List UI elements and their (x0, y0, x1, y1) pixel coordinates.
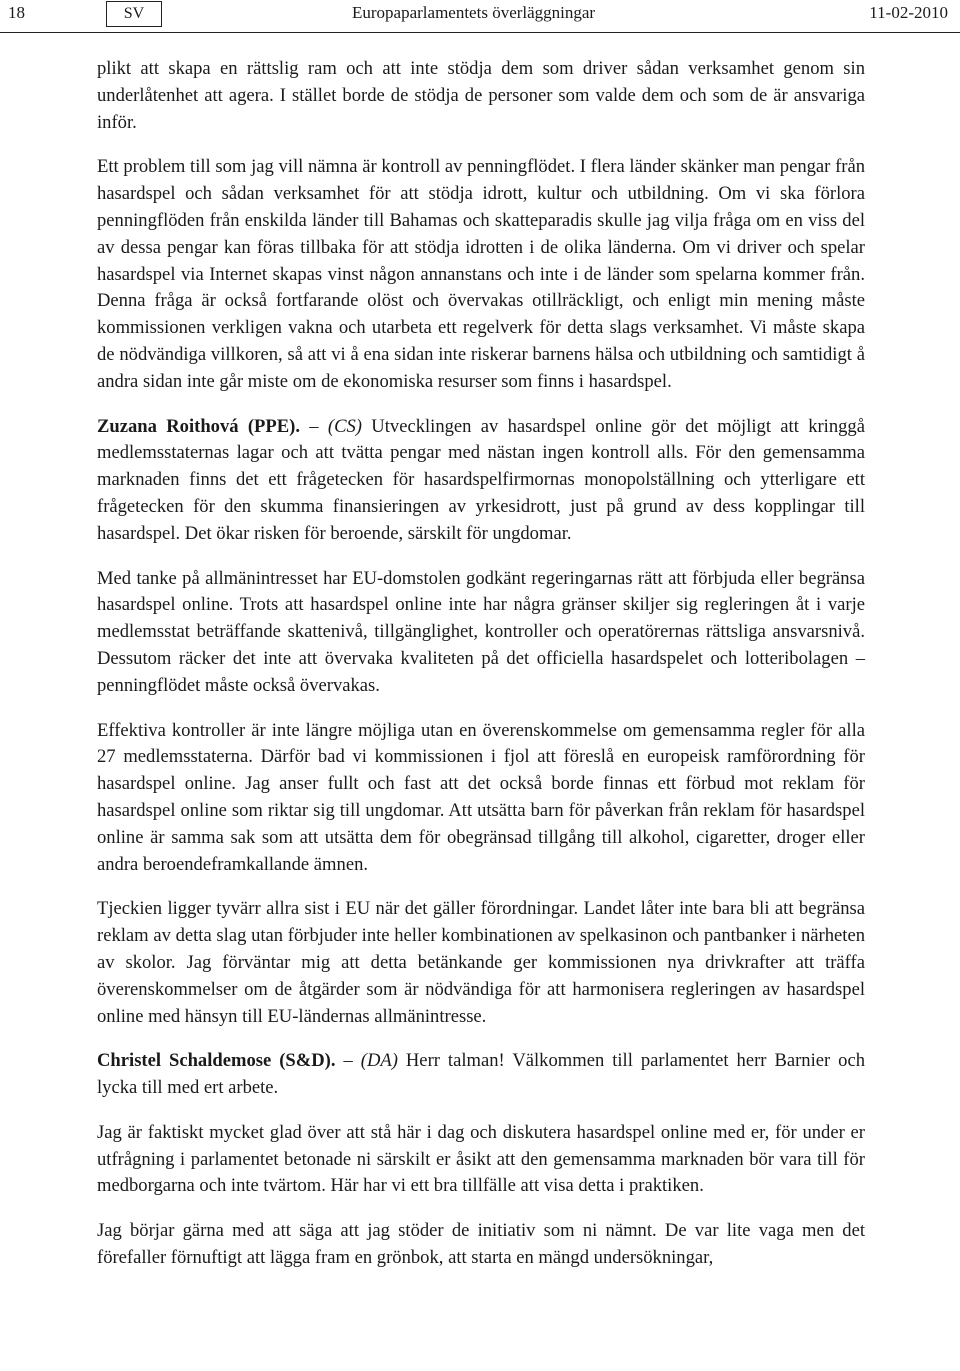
page-header (0, 0, 960, 33)
paragraph: Med tanke på allmänintresset har EU-domstolen godkänt regeringarnas rätt att förbjuda eller begränsa hasardspel online. Trots att hasardspel online inte har några gränser skiljer sig regleringen åt i varje medlemsstat beträffande skattenivå, tillgänglighet, kontroller och operatörernas rättsliga ansvarsnivå. Dessutom räcker det inte att övervaka kvaliteten på det officiella hasardspelet och lotteribolagen – penningflödet måste också övervakas. (97, 567, 865, 696)
page-number: 18 (8, 3, 25, 22)
session-date: 11-02-2010 (869, 3, 948, 22)
debate-text (97, 56, 865, 1290)
speaker-language: (DA) (360, 1050, 398, 1072)
speaker-paragraph (97, 414, 865, 548)
paragraph: Effektiva kontroller är inte längre möjliga utan en överenskommelse om gemensamma regler för alla 27 medlemsstaterna. Därför bad vi kommissionen i fjol att föreslå en europeisk ramförordning för hasardspel online. Jag anser fullt och fast att det också borde finnas ett förbud mot reklam för hasardspel online som riktar sig till ungdomar. Att utsätta barn för påverkan från reklam för hasardspel online är samma sak som att utsätta dem för obegränsad tillgång till alkohol, cigaretter, droger eller andra beroendeframkallande ämnen. (97, 719, 865, 875)
speaker-paragraph (97, 1048, 865, 1102)
paragraph: Tjeckien ligger tyvärr allra sist i EU när det gäller förordningar. Landet låter inte bara bli att begränsa reklam av detta slag utan förbjuder inte heller kombinationen av spelkasinon och pantbanker i närheten av skolor. Jag förväntar mig att detta betänkande ger kommissionen nya drivkrafter att träffa överenskommelser om de åtgärder som är nödvändiga för att harmonisera regleringen av hasardspel online med hänsyn till EU-ländernas allmänintresse. (97, 898, 865, 1027)
speaker-dash: – (335, 1050, 361, 1072)
paragraph: plikt att skapa en rättslig ram och att inte stödja dem som driver sådan verksamhet genom sin underlåtenhet att agera. I stället borde de stödja de personer som valde dem och som de är ansvariga inför. (97, 58, 865, 133)
speech-text: Utvecklingen av hasardspel online gör det möjligt att kringgå medlemsstaternas lagar och att tvätta pengar med nästan ingen kontroll alls. För den gemensamma marknaden finns det ett frågetecken för hasardspelfirmornas monopolställning och ytterligare ett frågetecken för den skumma finansieringen av yrkesidrott, just på grund av dess kopplingar till hasardspel. Det ökar risken för beroende, särskilt för ungdomar. (97, 415, 865, 544)
paragraph: Jag börjar gärna med att säga att jag stöder de initiativ som ni nämnt. De var lite vaga men det förefaller förnuftigt att lägga fram en grönbok, att starta en mängd undersökningar, (97, 1220, 865, 1269)
speech-text: Herr talman! Välkommen till parlamentet herr Barnier och lycka till med ert arbete. (97, 1050, 866, 1099)
speaker-dash: – (300, 415, 328, 437)
paragraph: Ett problem till som jag vill nämna är kontroll av penningflödet. I flera länder skänker man pengar från hasardspel och sådan verksamhet för att stödja idrott, kultur och utbildning. Om vi ska förlora penningflöden från enskilda länder till Bahamas och skatteparadis skulle jag vilja fråga om en viss del av dessa pengar kan föras tillbaka för att stödja idrotten i de olika länderna. Om vi driver och spelar hasardspel via Internet skapas vinst någon annanstans och inte i de länder som spelarna kommer från. Denna fråga är också fortfarande olöst och övervakas otillräckligt, och enligt min mening måste kommissionen verkligen vakna och utarbeta ett regelverk för detta slags verksamhet. Vi måste skapa de nödvändiga villkoren, så att vi å ena sidan inte riskerar barnens hälsa och utbildning och samtidigt å andra sidan inte går miste om de ekonomiska resurser som finns i hasardspel. (97, 156, 865, 392)
speaker-name: Zuzana Roithová (PPE). (97, 415, 300, 437)
speaker-name: Christel Schaldemose (S&D). (97, 1050, 336, 1072)
publication-title: Europaparlamentets överläggningar (352, 3, 596, 22)
language-code-box: SV (106, 1, 162, 27)
paragraph: Jag är faktiskt mycket glad över att stå här i dag och diskutera hasardspel online med er, för under er utfrågning i parlamentet betonade ni särskilt er åsikt att den gemensamma marknaden bör vara till för medborgarna och inte tvärtom. Här har vi ett bra tillfälle att visa detta i praktiken. (97, 1121, 865, 1197)
speaker-language: (CS) (327, 415, 362, 437)
